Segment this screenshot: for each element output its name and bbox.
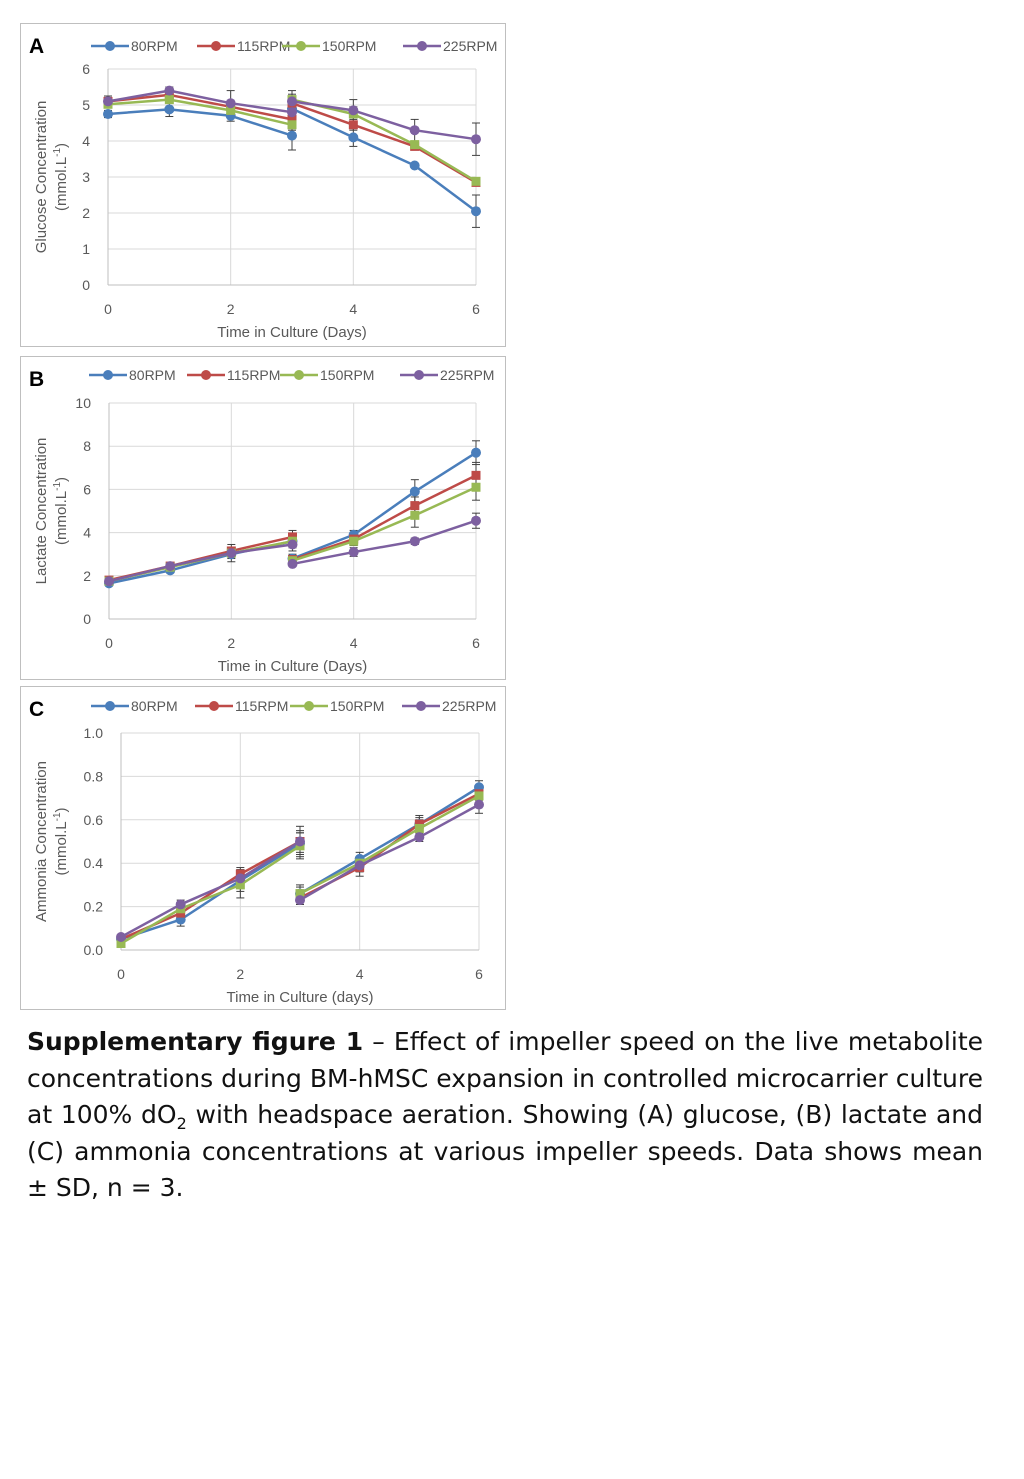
- y-axis-unit-close: ): [53, 807, 70, 813]
- data-point: [287, 131, 297, 141]
- data-point: [103, 96, 113, 106]
- series-line-80rpm: [293, 453, 477, 559]
- x-tick-label: 0: [104, 301, 112, 317]
- data-point: [414, 832, 424, 842]
- caption-text-1: – Effect of impeller speed on the live metabolite concentrations during BM-hMSC expansion in controlled microcarrier culture at 100% dO: [27, 1027, 983, 1129]
- legend-label: 80RPM: [131, 698, 178, 714]
- data-point: [410, 501, 419, 510]
- y-tick-label: 0.6: [83, 811, 103, 828]
- y-axis-unit-superscript: -1: [52, 147, 63, 157]
- data-point: [164, 86, 174, 96]
- legend-label: 115RPM: [235, 698, 289, 714]
- legend-marker: [294, 370, 304, 380]
- data-point: [415, 824, 424, 833]
- data-point: [474, 800, 484, 810]
- x-tick-label: 4: [355, 966, 364, 982]
- data-point: [349, 547, 359, 557]
- y-axis-unit-text: (mmol.L: [53, 821, 70, 876]
- caption-subscript: 2: [176, 1114, 187, 1133]
- y-axis-unit-close: ): [53, 476, 70, 482]
- legend-marker: [209, 701, 219, 711]
- data-point: [349, 120, 358, 129]
- y-tick-label: 0: [82, 277, 90, 293]
- y-tick-label: 3: [82, 169, 90, 185]
- x-tick-label: 6: [475, 966, 483, 982]
- y-tick-label: 0.2: [83, 898, 103, 915]
- y-axis-unit-close: ): [53, 142, 70, 148]
- legend-marker: [105, 41, 115, 51]
- caption-title: Supplementary figure 1: [27, 1027, 364, 1056]
- data-point: [472, 483, 481, 492]
- y-tick-label: 0.0: [83, 942, 103, 958]
- data-point: [348, 132, 358, 142]
- y-tick-label: 2: [83, 567, 91, 584]
- data-point: [410, 140, 419, 149]
- x-tick-label: 0: [105, 635, 113, 651]
- y-axis-unit-text: (mmol.L: [53, 490, 70, 546]
- x-tick-label: 2: [226, 301, 235, 317]
- y-axis-unit-superscript: -1: [52, 481, 63, 491]
- data-point: [104, 576, 114, 586]
- legend-label: 115RPM: [237, 38, 291, 54]
- data-point: [472, 177, 481, 186]
- y-tick-label: 0.4: [83, 855, 103, 872]
- data-point: [475, 791, 484, 800]
- legend-label: 225RPM: [443, 38, 498, 54]
- series-line-225rpm: [300, 805, 479, 900]
- x-axis-title: Time in Culture (Days): [217, 658, 368, 675]
- y-tick-label: 0: [83, 611, 91, 627]
- data-point: [226, 98, 236, 108]
- data-point: [295, 837, 305, 847]
- y-axis-unit: [52, 807, 70, 875]
- y-tick-label: 4: [82, 133, 90, 149]
- y-axis-unit: [52, 477, 70, 545]
- legend-marker: [103, 370, 113, 380]
- series-line-115rpm: [292, 103, 476, 182]
- y-tick-label: 2: [82, 205, 90, 221]
- data-point: [165, 561, 175, 571]
- data-point: [410, 536, 420, 546]
- caption-text-2: with headspace aeration. Showing (A) glucose, (B) lactate and (C) ammonia concentrations at various impeller speeds. Data shows mean ± SD, n = 3.: [27, 1100, 983, 1202]
- y-axis-title: Lactate Concentration: [33, 437, 50, 585]
- y-tick-label: 10: [75, 395, 91, 411]
- data-point: [471, 516, 481, 526]
- x-tick-label: 4: [349, 635, 358, 651]
- legend-label: 225RPM: [442, 698, 497, 714]
- legend-label: 80RPM: [129, 367, 176, 383]
- data-point: [348, 105, 358, 115]
- data-point: [226, 548, 236, 558]
- legend-label: 150RPM: [330, 698, 385, 714]
- legend-marker: [201, 370, 211, 380]
- data-point: [471, 134, 481, 144]
- data-point: [410, 125, 420, 135]
- x-axis-title: Time in Culture (days): [226, 989, 374, 1006]
- data-point: [287, 107, 297, 117]
- legend-marker: [304, 701, 314, 711]
- data-point: [472, 471, 481, 480]
- data-point: [103, 109, 113, 119]
- chart-b-svg: [21, 357, 505, 679]
- data-point: [116, 932, 126, 942]
- legend-label: 80RPM: [131, 38, 178, 54]
- y-tick-label: 6: [83, 481, 91, 498]
- panel-c-ammonia: [20, 686, 506, 1010]
- panel-label: C: [29, 698, 45, 721]
- data-point: [410, 511, 419, 520]
- y-tick-label: 0.8: [83, 768, 103, 785]
- panel-a-glucose: [20, 23, 506, 347]
- data-point: [287, 96, 297, 106]
- x-tick-label: 4: [349, 301, 358, 317]
- data-point: [295, 895, 305, 905]
- data-point: [235, 873, 245, 883]
- chart-a-svg: [21, 24, 505, 346]
- data-point: [164, 104, 174, 114]
- data-point: [471, 206, 481, 216]
- x-tick-label: 6: [472, 635, 480, 651]
- y-tick-label: 8: [83, 438, 91, 455]
- y-tick-label: 1.0: [83, 725, 103, 741]
- y-axis-unit: [52, 143, 70, 211]
- y-tick-label: 5: [82, 97, 90, 113]
- data-point: [165, 95, 174, 104]
- panel-b-lactate: [20, 356, 506, 680]
- legend-marker: [417, 41, 427, 51]
- data-point: [288, 539, 298, 549]
- x-tick-label: 2: [227, 635, 236, 651]
- y-tick-label: 1: [82, 241, 90, 257]
- legend-label: 115RPM: [227, 367, 281, 383]
- y-axis-title: Glucose Concentration: [33, 100, 50, 254]
- legend-label: 150RPM: [322, 38, 377, 54]
- y-axis-unit-superscript: -1: [52, 812, 63, 822]
- x-tick-label: 0: [117, 966, 125, 982]
- y-tick-label: 4: [83, 524, 91, 541]
- y-axis-title: Ammonia Concentration: [33, 761, 50, 922]
- data-point: [410, 160, 420, 170]
- data-point: [355, 860, 365, 870]
- panel-label: B: [29, 368, 45, 391]
- legend-label: 225RPM: [440, 367, 495, 383]
- data-point: [410, 487, 420, 497]
- series-line-150rpm: [300, 796, 479, 894]
- y-axis-unit-text: (mmol.L: [53, 156, 70, 212]
- series-line-80rpm: [300, 787, 479, 893]
- legend-label: 150RPM: [320, 367, 375, 383]
- data-point: [349, 537, 358, 546]
- data-point: [176, 899, 186, 909]
- legend-marker: [105, 701, 115, 711]
- x-axis-title: Time in Culture (Days): [217, 324, 367, 341]
- legend-marker: [414, 370, 424, 380]
- chart-c-svg: [21, 687, 505, 1009]
- x-tick-label: 6: [472, 301, 480, 317]
- data-point: [288, 559, 298, 569]
- figure-caption: [27, 1024, 983, 1207]
- series-line-80rpm: [292, 109, 476, 212]
- legend-marker: [416, 701, 426, 711]
- data-point: [288, 120, 297, 129]
- y-tick-label: 6: [82, 61, 90, 77]
- legend-marker: [296, 41, 306, 51]
- data-point: [471, 448, 481, 458]
- x-tick-label: 2: [236, 966, 245, 982]
- panel-label: A: [29, 35, 45, 58]
- legend-marker: [211, 41, 221, 51]
